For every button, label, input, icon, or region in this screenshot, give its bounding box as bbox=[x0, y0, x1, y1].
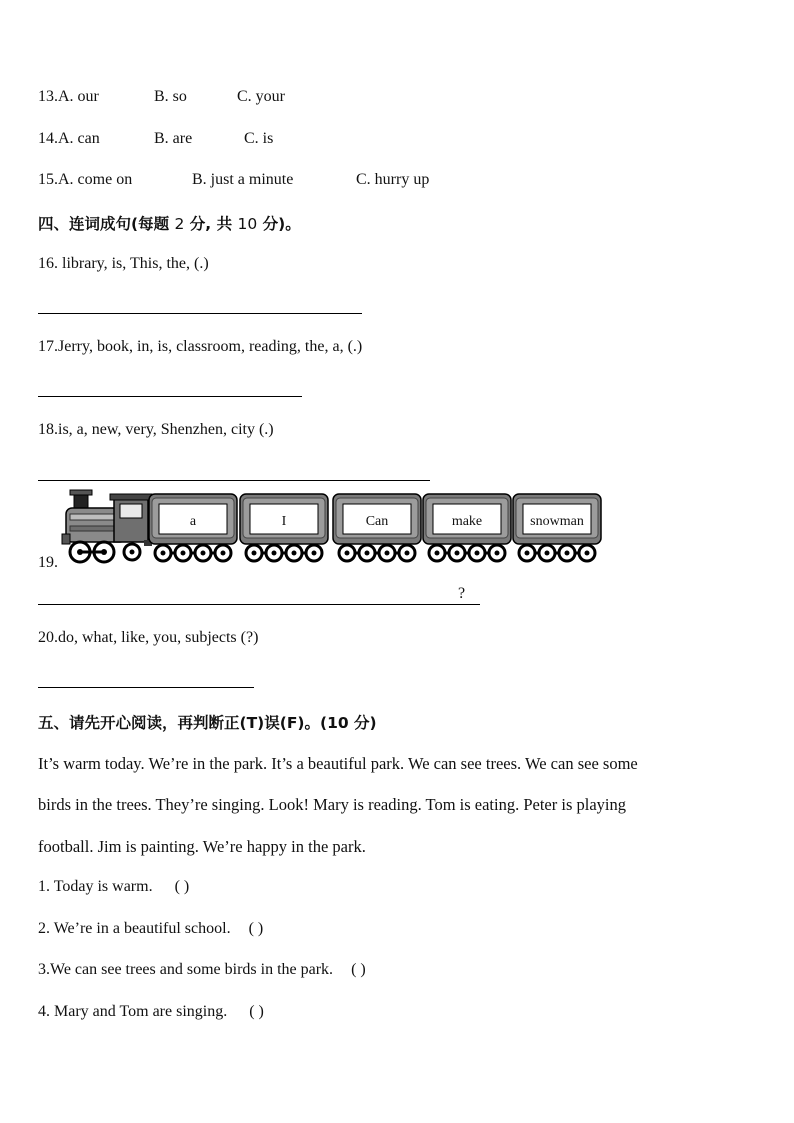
option-c: C. hurry up bbox=[356, 171, 430, 188]
train-car bbox=[240, 494, 328, 561]
answer-blank[interactable]: ( ) bbox=[351, 961, 366, 978]
section-4-score: 2 bbox=[174, 215, 185, 233]
train-car-word: I bbox=[281, 514, 287, 529]
answer-blank[interactable]: ( ) bbox=[174, 878, 190, 895]
wheel-hub bbox=[435, 551, 440, 556]
train-car-word: make bbox=[451, 514, 483, 529]
question-16: 16. library, is, This, the, (.) bbox=[38, 255, 209, 272]
wheel-hub bbox=[365, 551, 370, 556]
option-a: 14.A. can bbox=[38, 130, 100, 147]
wheel-hub bbox=[455, 551, 460, 556]
wheel-hub bbox=[292, 551, 297, 556]
train-car bbox=[333, 494, 421, 561]
train-car-word: Can bbox=[365, 514, 389, 529]
answer-line-17[interactable] bbox=[38, 396, 302, 397]
option-b: B. just a minute bbox=[192, 171, 294, 188]
option-c: C. your bbox=[237, 88, 285, 105]
judgment-text: 4. Mary and Tom are singing. bbox=[38, 1003, 228, 1020]
section-4-total: 10 bbox=[237, 215, 258, 233]
answer-line-19[interactable] bbox=[38, 604, 480, 605]
option-a: 15.A. come on bbox=[38, 171, 133, 188]
judgment-text: 1. Today is warm. bbox=[38, 878, 153, 895]
judgment-text: 3.We can see trees and some birds in the park. bbox=[38, 961, 334, 978]
wheel-hub bbox=[272, 551, 277, 556]
train-illustration bbox=[60, 486, 605, 572]
wheel-hub bbox=[565, 551, 570, 556]
option-c: C. is bbox=[244, 130, 274, 147]
wheel-hub bbox=[312, 551, 317, 556]
answer-line-20[interactable] bbox=[38, 687, 254, 688]
option-a: 13.A. our bbox=[38, 88, 99, 105]
train-car bbox=[423, 494, 511, 561]
judgment-1 bbox=[38, 878, 189, 896]
wheel-hub bbox=[181, 551, 186, 556]
answer-blank[interactable]: ( ) bbox=[249, 1003, 264, 1020]
train-car-word: a bbox=[189, 514, 197, 529]
answer-line-16[interactable] bbox=[38, 313, 362, 314]
judgment-text: 2. We’re in a beautiful school. bbox=[38, 920, 231, 937]
section-4-title: 四、连词成句(每题 bbox=[38, 215, 170, 233]
wheel-hub bbox=[585, 551, 590, 556]
answer-line-18[interactable] bbox=[38, 480, 430, 481]
train-car bbox=[513, 494, 601, 561]
wheel-hub bbox=[385, 551, 390, 556]
passage-line-1: It’s warm today. We’re in the park. It’s a beautiful park. We can see trees. We can see some bbox=[38, 754, 638, 773]
section-4-title-end: 分)。 bbox=[262, 215, 301, 233]
question-17: 17.Jerry, book, in, is, classroom, reading, the, a, (.) bbox=[38, 338, 363, 355]
train-car bbox=[149, 494, 237, 561]
option-b: B. so bbox=[154, 88, 187, 105]
wheel-hub bbox=[475, 551, 480, 556]
wheel-hub bbox=[252, 551, 257, 556]
answer-blank[interactable]: ( ) bbox=[248, 920, 264, 937]
wheel-hub bbox=[495, 551, 500, 556]
question-19-number: 19. bbox=[38, 554, 58, 571]
option-b: B. are bbox=[154, 130, 193, 147]
wheel-hub bbox=[405, 551, 410, 556]
wheel-hub bbox=[161, 551, 166, 556]
passage-line-3: football. Jim is painting. We’re happy in the park. bbox=[38, 837, 366, 856]
train-car-word: snowman bbox=[530, 514, 584, 529]
section-4-heading bbox=[38, 212, 301, 234]
wheel-hub bbox=[201, 551, 206, 556]
section-5-heading: 五、请先开心阅读，再判断正(T)误(F)。(10 分) bbox=[38, 714, 377, 732]
wheel-hub bbox=[545, 551, 550, 556]
judgment-3 bbox=[38, 961, 366, 979]
section-4-title-mid: 分, 共 bbox=[189, 215, 233, 233]
judgment-4 bbox=[38, 1003, 264, 1021]
question-20: 20.do, what, like, you, subjects (?) bbox=[38, 629, 259, 646]
wheel-hub bbox=[345, 551, 350, 556]
question-18: 18.is, a, new, very, Shenzhen, city (.) bbox=[38, 421, 274, 438]
passage-line-2: birds in the trees. They’re singing. Look! Mary is reading. Tom is eating. Peter is playing bbox=[38, 795, 626, 814]
locomotive-icon bbox=[62, 490, 152, 562]
wheel-hub bbox=[525, 551, 530, 556]
judgment-2 bbox=[38, 920, 263, 938]
wheel-hub bbox=[221, 551, 226, 556]
question-19-mark: ? bbox=[458, 585, 466, 602]
